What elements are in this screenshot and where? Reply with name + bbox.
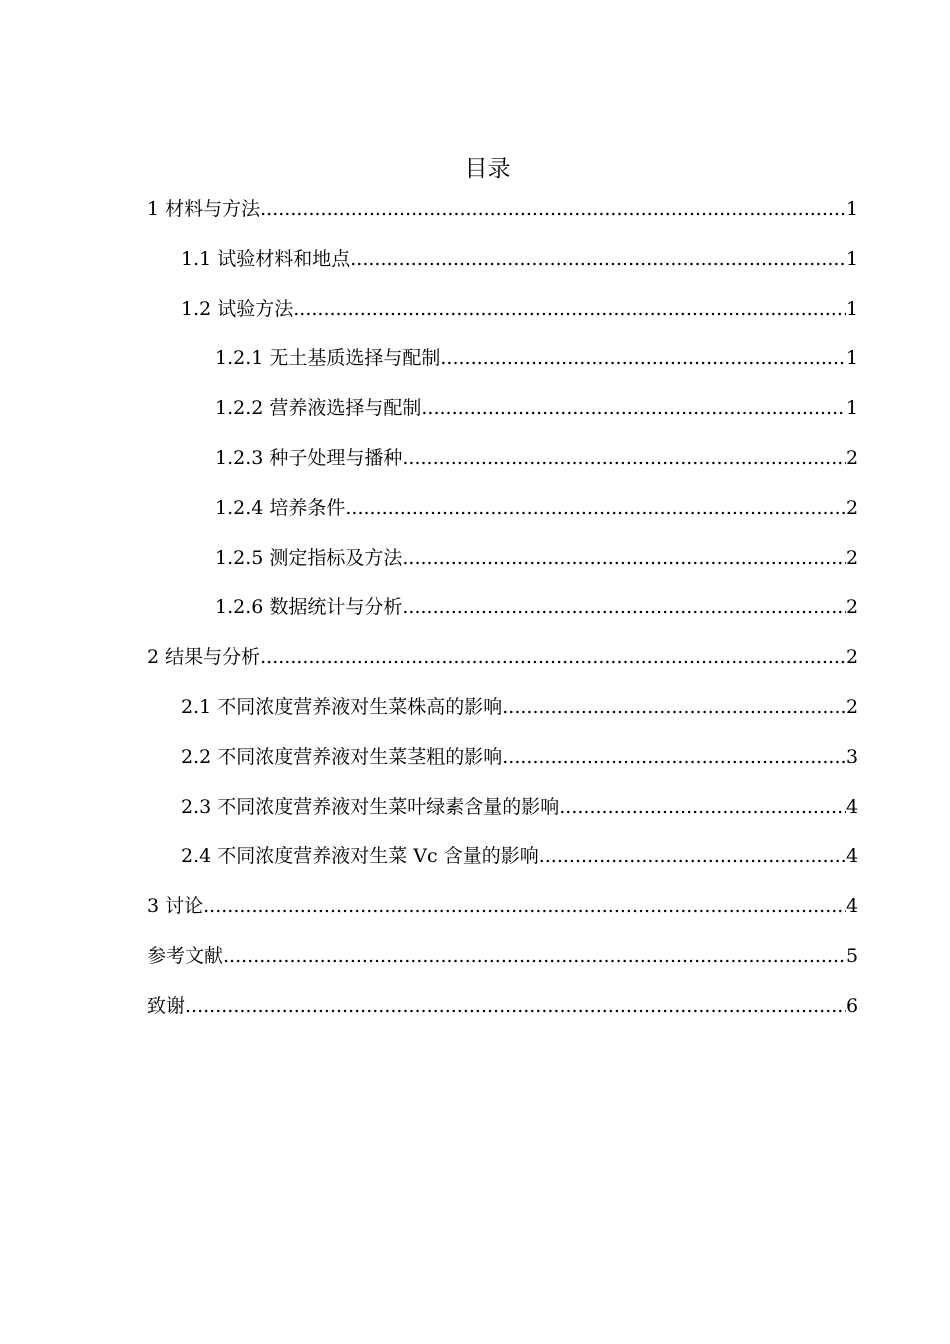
toc-entry[interactable] <box>0 842 950 892</box>
toc-entry-label: 1.2.4 培养条件 <box>215 496 346 519</box>
toc-entry[interactable] <box>0 693 950 743</box>
toc-entry-label: 1 材料与方法 <box>147 198 261 220</box>
toc-entry-label: 2.4 不同浓度营养液对生菜 Vc 含量的影响 <box>181 845 539 868</box>
toc-entry[interactable] <box>0 195 950 245</box>
toc-entry-label: 2.3 不同浓度营养液对生菜叶绿素含量的影响 <box>181 795 560 818</box>
dot-leader <box>502 693 846 721</box>
toc-entry-label: 1.2.5 测定指标及方法 <box>215 546 403 569</box>
toc-title: 目录 <box>464 156 511 182</box>
toc-entry-page-number: 4 <box>846 895 859 918</box>
dot-leader <box>185 992 846 1020</box>
toc-entry[interactable] <box>0 643 950 693</box>
toc-entry-page-number: 1 <box>846 198 859 220</box>
toc-entry-page-number: 4 <box>846 845 859 868</box>
toc-entry-page-number: 1 <box>846 247 859 270</box>
toc-entry-label: 1.2 试验方法 <box>181 297 294 320</box>
dot-leader <box>350 245 846 273</box>
toc-entry-label: 2.1 不同浓度营养液对生菜株高的影响 <box>181 695 503 718</box>
toc-entry-page-number: 2 <box>846 596 859 619</box>
toc-entry-page-number: 5 <box>846 944 859 967</box>
toc-entry-page-number: 4 <box>846 795 859 818</box>
toc-entry[interactable] <box>0 793 950 843</box>
dot-leader <box>402 593 846 621</box>
toc-entry-page-number: 2 <box>846 646 859 669</box>
dot-leader <box>402 544 846 572</box>
dot-leader <box>260 195 846 223</box>
toc-entry[interactable] <box>0 942 950 992</box>
toc-entry[interactable] <box>0 892 950 942</box>
dot-leader <box>203 892 846 920</box>
toc-entry[interactable] <box>0 494 950 544</box>
toc-entry-label: 致谢 <box>147 994 186 1017</box>
dot-leader <box>440 344 846 372</box>
toc-entry-label: 1.1 试验材料和地点 <box>181 247 351 270</box>
toc-entry-label: 2 结果与分析 <box>147 646 261 669</box>
toc-entry[interactable] <box>0 743 950 793</box>
toc-entry-label: 1.2.2 营养液选择与配制 <box>215 397 422 420</box>
dot-leader <box>559 793 846 821</box>
toc-entry-label: 3 讨论 <box>147 895 204 918</box>
toc-entry-page-number: 1 <box>846 397 859 420</box>
dot-leader <box>223 942 846 970</box>
toc-entry-page-number: 6 <box>846 994 859 1017</box>
toc-entry[interactable] <box>0 544 950 594</box>
toc-entry[interactable] <box>0 593 950 643</box>
dot-leader <box>502 743 846 771</box>
toc-entry[interactable] <box>0 245 950 295</box>
toc-entry[interactable] <box>0 295 950 345</box>
dot-leader <box>539 842 846 870</box>
toc-entry-label: 2.2 不同浓度营养液对生菜茎粗的影响 <box>181 745 503 768</box>
toc-entry-page-number: 2 <box>846 496 859 519</box>
toc-entry-page-number: 2 <box>846 695 859 718</box>
toc-entry-label: 参考文献 <box>147 944 224 967</box>
toc-entry-page-number: 1 <box>846 297 859 320</box>
toc-entry-page-number: 1 <box>846 347 859 370</box>
toc-entry-page-number: 2 <box>846 446 859 469</box>
toc-entry-page-number: 2 <box>846 546 859 569</box>
table-of-contents <box>0 195 950 1042</box>
toc-entry-label: 1.2.6 数据统计与分析 <box>215 596 403 619</box>
dot-leader <box>402 444 846 472</box>
toc-entry[interactable] <box>0 992 950 1042</box>
toc-entry[interactable] <box>0 444 950 494</box>
toc-entry-page-number: 3 <box>846 745 859 768</box>
toc-entry[interactable] <box>0 394 950 444</box>
dot-leader <box>260 643 846 671</box>
dot-leader <box>421 394 846 422</box>
toc-entry-label: 1.2.3 种子处理与播种 <box>215 446 403 469</box>
dot-leader <box>293 295 846 323</box>
toc-entry-label: 1.2.1 无土基质选择与配制 <box>215 347 441 370</box>
dot-leader <box>345 494 846 522</box>
toc-entry[interactable] <box>0 344 950 394</box>
